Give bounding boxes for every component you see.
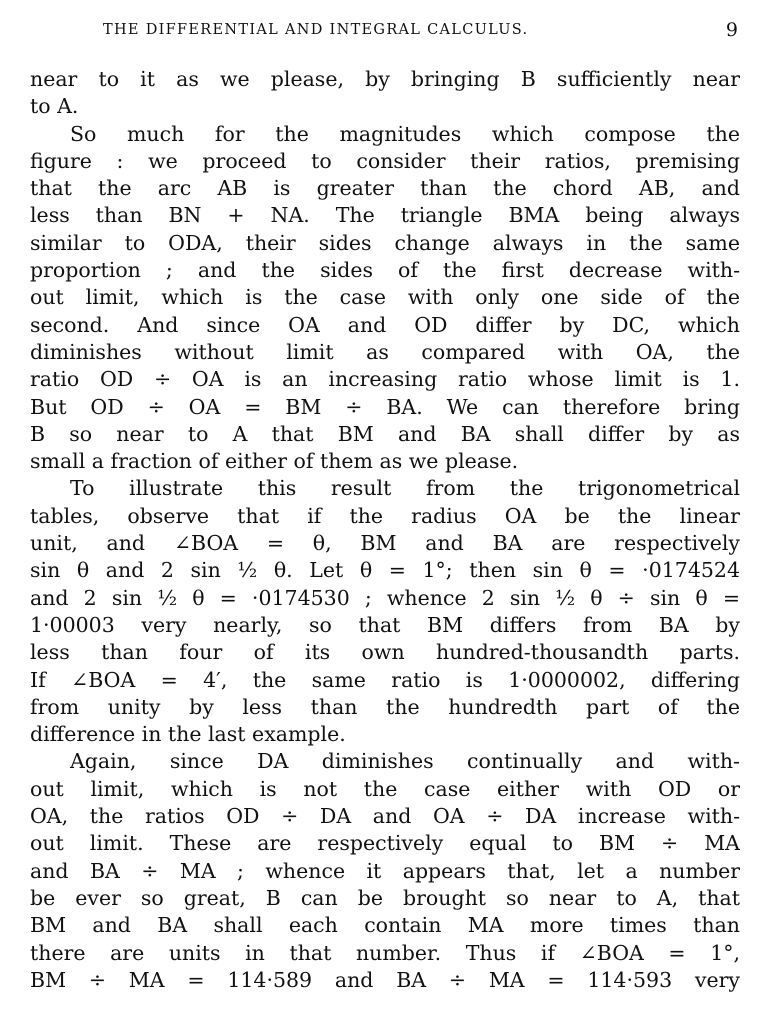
text-line: 1·00003 very nearly, so that BM differs from BA by	[30, 612, 740, 637]
text-line: sin θ and 2 sin ½ θ. Let θ = 1°; then sin θ = ·0174524	[30, 558, 740, 583]
text-line: out limit. These are respectively equal to BM ÷ MA	[30, 831, 740, 856]
text-line: from unity by less than the hundredth part of the	[30, 694, 740, 719]
text-line: tables, observe that if the radius OA be the linear	[30, 503, 740, 528]
text-line: that the arc AB is greater than the chord AB, and	[30, 176, 740, 201]
paragraph-first-line: Again, since DA diminishes continually and with-	[70, 749, 740, 774]
text-line: BM and BA shall each contain MA more times than	[30, 913, 740, 938]
text-line: less than four of its own hundred-thousandth parts.	[30, 640, 740, 665]
text-line: B so near to A that BM and BA shall differ by as	[30, 421, 740, 446]
text-line: If ∠BOA = 4′, the same ratio is 1·0000002, differing	[30, 667, 740, 692]
text-line: less than BN + NA. The triangle BMA being always	[30, 203, 740, 228]
text-line: OA, the ratios OD ÷ DA and OA ÷ DA increase with-	[30, 804, 740, 829]
text-line: proportion ; and the sides of the first decrease with-	[30, 258, 740, 283]
text-line: be ever so great, B can be brought so near to A, that	[30, 885, 740, 910]
text-line: small a fraction of either of them as we please.	[30, 449, 519, 474]
text-line: BM ÷ MA = 114·589 and BA ÷ MA = 114·593 very	[30, 967, 740, 992]
text-line: and BA ÷ MA ; whence it appears that, let a number	[30, 858, 740, 883]
text-line: ratio OD ÷ OA is an increasing ratio whose limit is 1.	[30, 367, 740, 392]
text-line: diminishes without limit as compared with OA, the	[30, 339, 740, 364]
text-line: there are units in that number. Thus if ∠BOA = 1°,	[30, 940, 740, 965]
text-line: unit, and ∠BOA = θ, BM and BA are respectively	[30, 531, 740, 556]
text-line: to A.	[30, 94, 79, 119]
text-line: difference in the last example.	[30, 722, 346, 747]
body-text	[30, 66, 740, 994]
paragraph-first-line: To illustrate this result from the trigonometrical	[70, 476, 740, 501]
running-title: THE DIFFERENTIAL AND INTEGRAL CALCULUS.	[103, 22, 529, 38]
text-line: But OD ÷ OA = BM ÷ BA. We can therefore bring	[30, 394, 740, 419]
paragraph-first-line: So much for the magnitudes which compose the	[70, 121, 740, 146]
text-line: second. And since OA and OD differ by DC, which	[30, 312, 740, 337]
text-line: out limit, which is the case with only one side of the	[30, 285, 740, 310]
text-line: figure : we proceed to consider their ratios, premising	[30, 148, 740, 173]
text-line: out limit, which is not the case either with OD or	[30, 776, 740, 801]
text-line: similar to ODA, their sides change always in the same	[30, 230, 740, 255]
page-number: 9	[725, 19, 738, 41]
text-line: near to it as we please, by bringing B sufficiently near	[30, 67, 740, 91]
running-head	[30, 20, 740, 46]
text-line: and 2 sin ½ θ = ·0174530 ; whence 2 sin ½ θ ÷ sin θ =	[30, 585, 740, 610]
